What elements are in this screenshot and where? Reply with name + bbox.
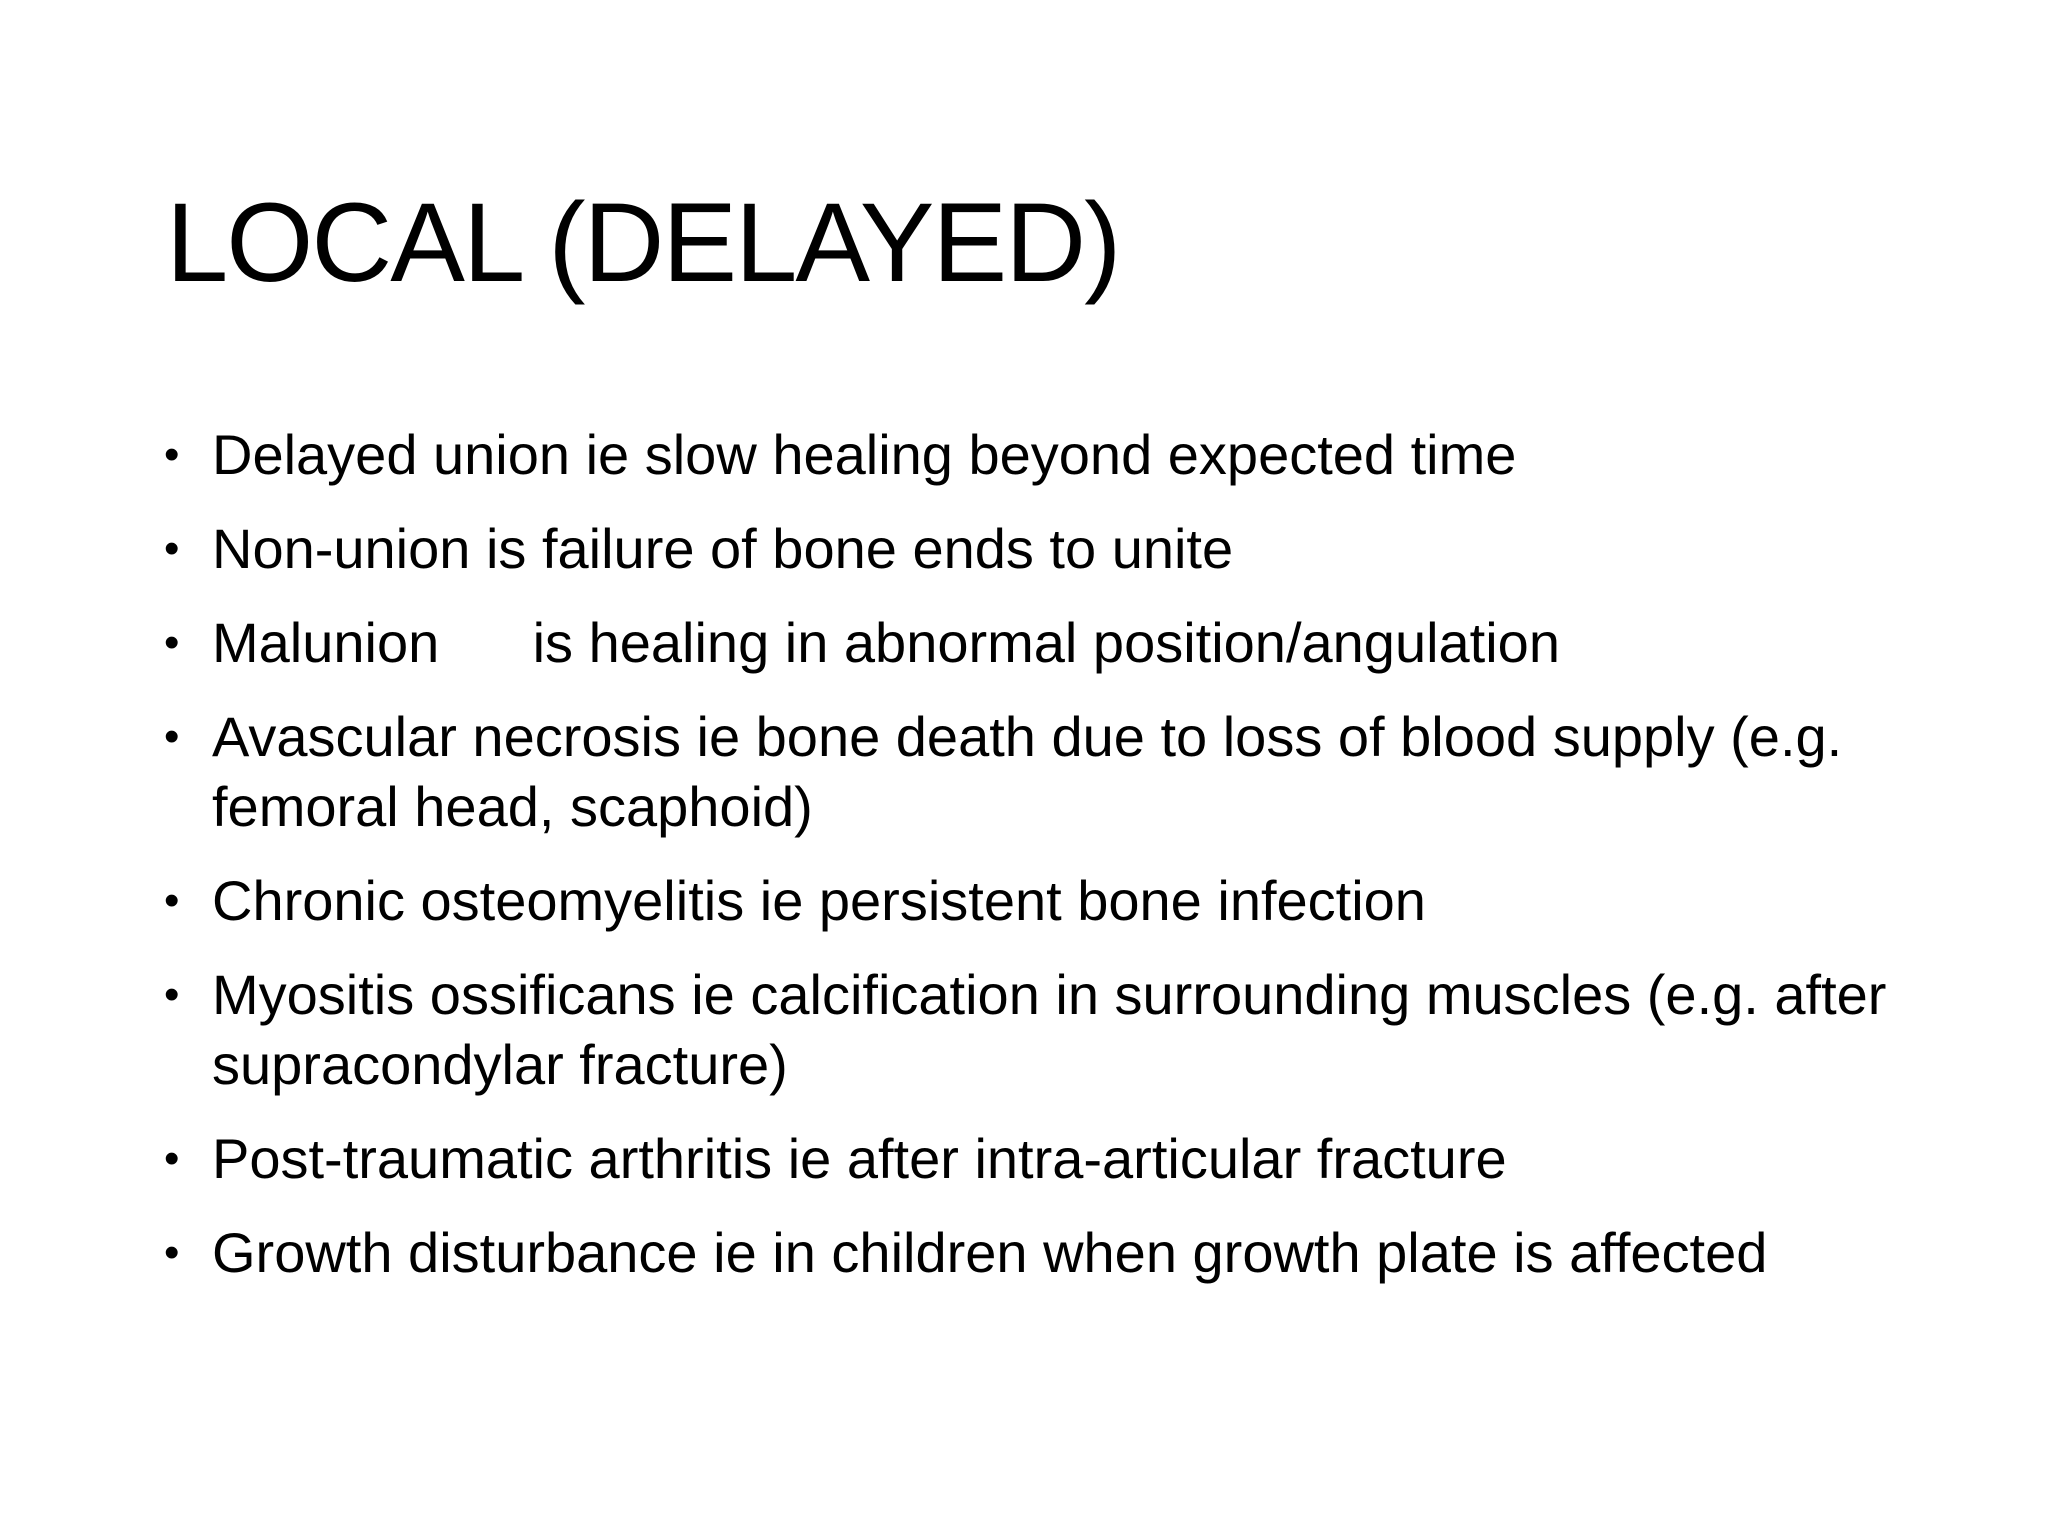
- bullet-list: [160, 420, 1903, 1312]
- bullet-item: [160, 960, 1903, 1100]
- bullet-item: [160, 1124, 1900, 1194]
- bullet-point-icon: •: [164, 876, 180, 925]
- bullet-item: [160, 514, 1900, 584]
- bullet-item: [160, 608, 1900, 678]
- bullet-text: Delayed union ie slow healing beyond expected time: [212, 423, 1517, 486]
- bullet-text: Myositis ossificans ie calcification in surrounding muscles (e.g. after supracondylar fracture): [212, 963, 1903, 1096]
- bullet-point-icon: •: [164, 430, 180, 479]
- bullet-item: [160, 866, 1900, 936]
- bullet-text: Avascular necrosis ie bone death due to loss of blood supply (e.g. femoral head, scaphoid): [212, 705, 1858, 838]
- bullet-text: Malunion is healing in abnormal position/angulation: [212, 611, 1560, 674]
- bullet-item: [160, 1218, 1900, 1288]
- bullet-point-icon: •: [164, 1228, 180, 1277]
- bullet-text: Non-union is failure of bone ends to unite: [212, 517, 1234, 580]
- bullet-text: Chronic osteomyelitis ie persistent bone infection: [212, 869, 1426, 932]
- bullet-text: Growth disturbance ie in children when growth plate is affected: [212, 1221, 1768, 1284]
- bullet-text: Post-traumatic arthritis ie after intra-articular fracture: [212, 1127, 1507, 1190]
- bullet-item: [160, 702, 1900, 842]
- bullet-point-icon: •: [164, 712, 180, 761]
- bullet-point-icon: •: [164, 524, 180, 573]
- bullet-item: [160, 420, 1900, 490]
- bullet-point-icon: •: [164, 970, 180, 1019]
- bullet-point-icon: •: [164, 618, 180, 667]
- bullet-point-icon: •: [164, 1134, 180, 1183]
- slide-title: LOCAL (DELAYED): [166, 180, 1120, 305]
